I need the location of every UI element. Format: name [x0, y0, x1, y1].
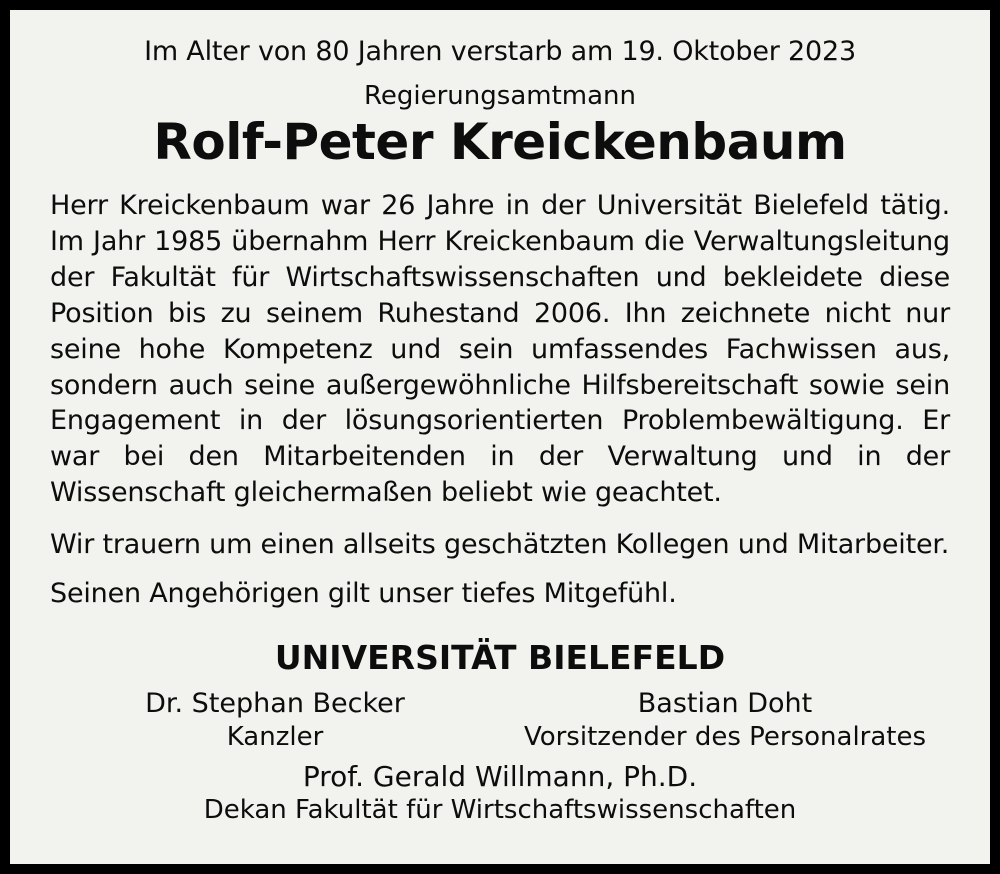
obituary-notice	[10, 10, 990, 864]
signatory-title: Vorsitzender des Personalrates	[523, 721, 927, 752]
signatories-row	[50, 687, 950, 753]
tribute-paragraph-3: Seinen Angehörigen gilt unser tiefes Mitgefühl.	[50, 578, 677, 610]
organization-name: UNIVERSITÄT BIELEFELD	[274, 637, 726, 677]
signatory-name: Bastian Doht	[637, 687, 813, 719]
signatory-name: Dr. Stephan Becker	[145, 687, 405, 719]
signatory-title: Kanzler	[226, 721, 324, 752]
tribute-paragraph-1: Herr Kreickenbaum war 26 Jahre in der Universität Bielefeld tätig. Im Jahr 1985 übernahm Herr Kreickenbaum die Verwaltungsleitung der Fakultät für Wirtschaftswissenschaften und bekleidete diese Position bis zu seinem Ruhestand 2006. Ihn zeichnete nicht nur seine hohe Kompetenz und sein umfassendes Fachwissen aus, sondern auch seine außergewöhnliche Hilfsbereitschaft sowie sein Engagement in der lösungsorientierten Problembewältigung. Er war bei den Mitarbeitenden in der Verwaltung und in der Wissenschaft gleichermaßen beliebt wie geachtet.	[50, 190, 950, 509]
signatory-chancellor	[68, 687, 482, 753]
deceased-name: Rolf-Peter Kreickenbaum	[153, 113, 847, 171]
signatory-title: Dekan Fakultät für Wirtschaftswissenschaften	[203, 795, 797, 826]
signatory-staff-council	[518, 687, 932, 753]
deceased-role: Regierungsamtmann	[364, 81, 636, 111]
tribute-paragraph-2: Wir trauern um einen allseits geschätzten Kollegen und Mitarbeiter.	[50, 529, 950, 561]
death-date-line: Im Alter von 80 Jahren verstarb am 19. Oktober 2023	[144, 36, 856, 67]
signatory-dean	[50, 759, 950, 827]
signatory-name: Prof. Gerald Willmann, Ph.D.	[302, 760, 698, 794]
